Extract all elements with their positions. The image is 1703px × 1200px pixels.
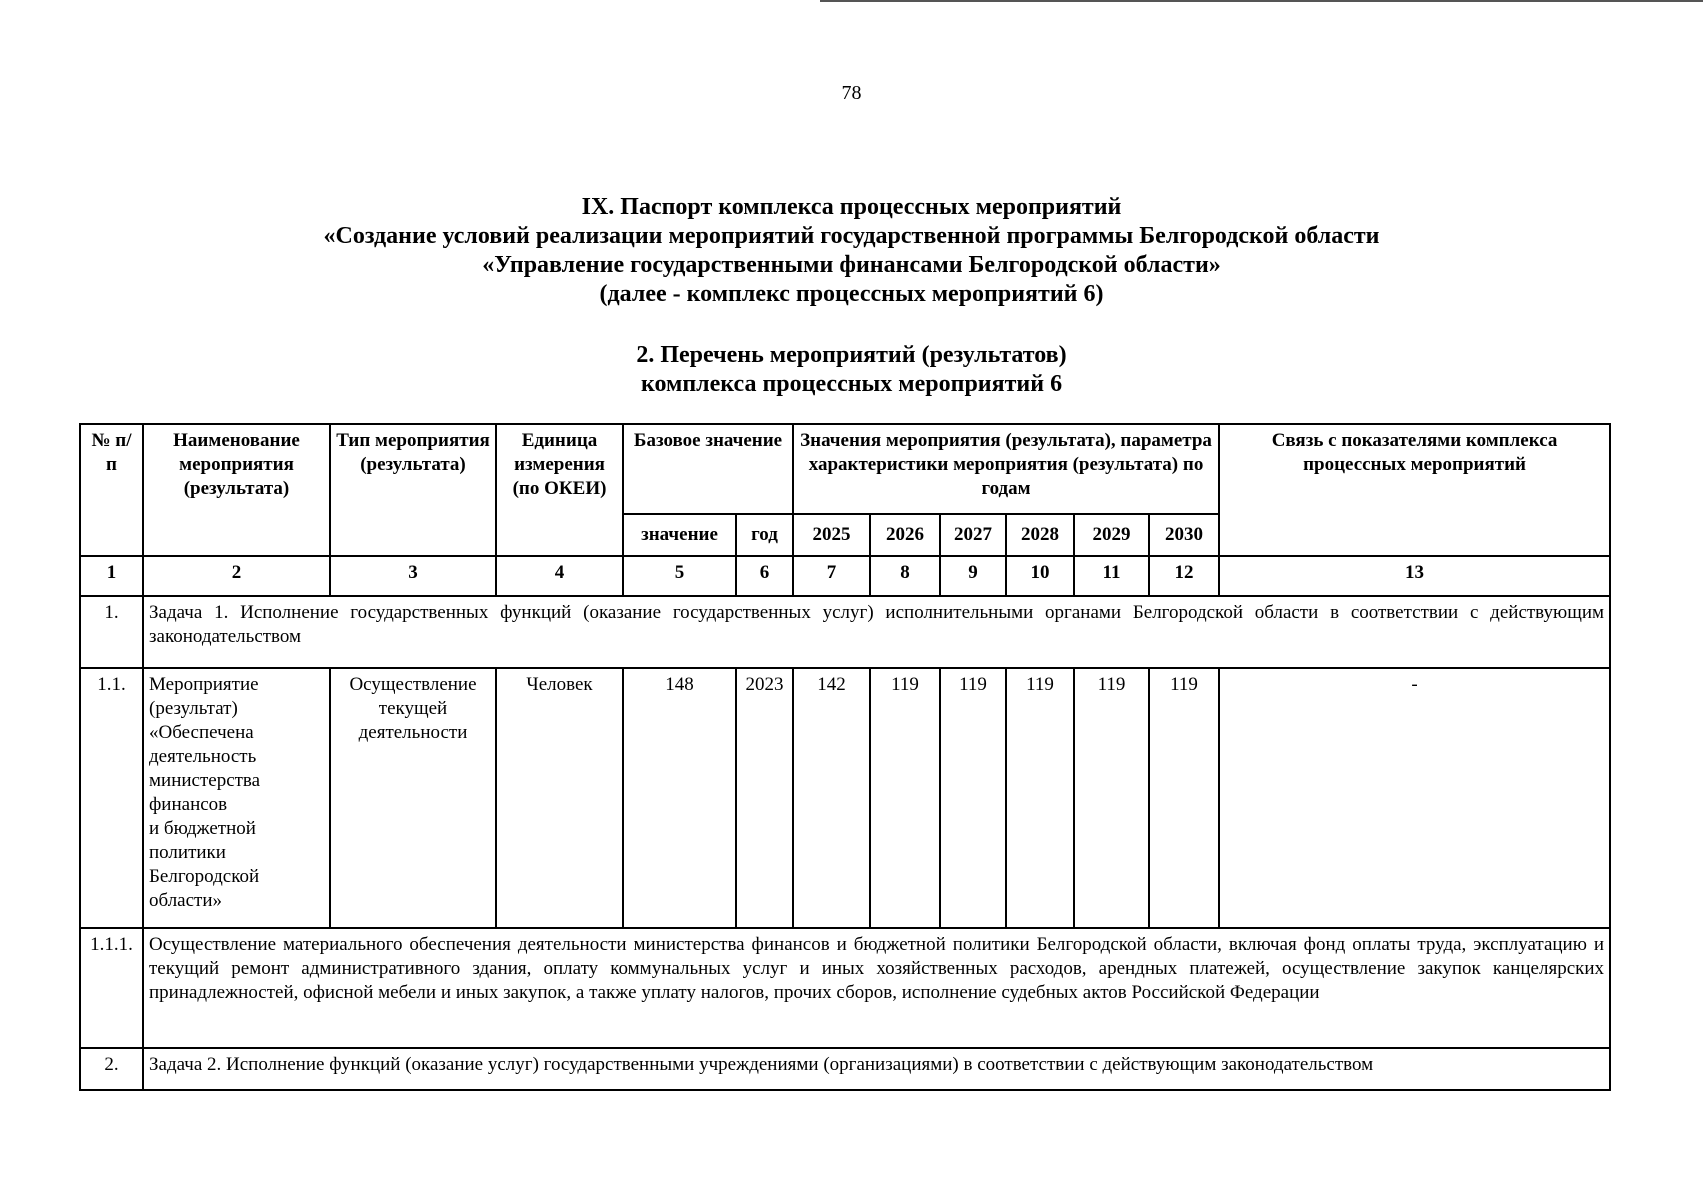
activity-name-line: области»: [149, 890, 223, 911]
year-value: 119: [1006, 668, 1074, 928]
year-value: 119: [1074, 668, 1149, 928]
year-value: 119: [870, 668, 940, 928]
header-year: 2030: [1149, 514, 1219, 556]
activity-name-line: финансов: [149, 794, 228, 815]
header-year: 2028: [1006, 514, 1074, 556]
activity-unit: Человек: [496, 668, 623, 928]
column-number: 13: [1219, 556, 1610, 596]
row-num: 1.: [80, 596, 143, 668]
column-number-row: [80, 556, 1610, 596]
title-line: IX. Паспорт комплекса процессных мероприятий: [581, 194, 1122, 220]
column-number: 12: [1149, 556, 1219, 596]
header-link: Связь с показателями комплекса процессных мероприятий: [1219, 424, 1610, 556]
year-value: 142: [793, 668, 870, 928]
task-text: Задача 1. Исполнение государственных функций (оказание государственных услуг) исполнительными органами Белгородской области в соответствии с действующим законодательством: [143, 596, 1610, 668]
column-number: 2: [143, 556, 330, 596]
header-values-by-year: Значения мероприятия (результата), параметра характеристики мероприятия (результата) по годам: [793, 424, 1219, 514]
row-num: 1.1.1.: [80, 928, 143, 1048]
subactivity-text: Осуществление материального обеспечения деятельности министерства финансов и бюджетной политики Белгородской области, включая фонд оплаты труда, эксплуатацию и текущий ремонт административного здания, оплату коммунальных услуг и иных хозяйственных расходов, арендных платежей, осуществление закупок канцелярских принадлежностей, офисной мебели и иных закупок, а также уплату налогов, прочих сборов, исполнение судебных актов Российской Федерации: [143, 928, 1610, 1048]
section-title: [0, 341, 1703, 399]
table-row: [80, 668, 1610, 928]
top-edge-rule: [820, 0, 1703, 2]
activity-name-line: министерства: [149, 770, 261, 791]
activity-name-line: и бюджетной: [149, 818, 256, 839]
column-number: 8: [870, 556, 940, 596]
header-year: 2026: [870, 514, 940, 556]
column-number: 9: [940, 556, 1006, 596]
column-number: 5: [623, 556, 736, 596]
task-row: [80, 596, 1610, 668]
link-value: -: [1219, 668, 1610, 928]
column-number: 11: [1074, 556, 1149, 596]
activity-type: Осуществление текущей деятельности: [330, 668, 496, 928]
task-row: [80, 1048, 1610, 1090]
header-year: 2027: [940, 514, 1006, 556]
column-number: 7: [793, 556, 870, 596]
activities-table: [79, 423, 1611, 1091]
header-base: Базовое значение: [623, 424, 793, 514]
column-number: 3: [330, 556, 496, 596]
header-type: Тип мероприятия (результата): [330, 424, 496, 556]
title-line: (далее - комплекс процессных мероприятий 6): [599, 281, 1104, 307]
activity-name-line: Мероприятие: [149, 674, 259, 695]
column-number: 10: [1006, 556, 1074, 596]
section-title-line: 2. Перечень мероприятий (результатов): [636, 342, 1067, 368]
activity-name-line: политики: [149, 842, 226, 863]
activity-name-line: Белгородской: [149, 866, 260, 887]
base-year: 2023: [736, 668, 793, 928]
header-name: Наименование мероприятия (результата): [143, 424, 330, 556]
header-year: 2025: [793, 514, 870, 556]
header-unit: Единица измерения (по ОКЕИ): [496, 424, 623, 556]
column-number: 4: [496, 556, 623, 596]
header-base-value: значение: [623, 514, 736, 556]
base-value: 148: [623, 668, 736, 928]
activity-name-line: «Обеспечена: [149, 722, 254, 743]
header-year: 2029: [1074, 514, 1149, 556]
page-number: 78: [841, 82, 862, 104]
column-number: 1: [80, 556, 143, 596]
header-row: [80, 424, 1610, 514]
row-num: 2.: [80, 1048, 143, 1090]
task-text: Задача 2. Исполнение функций (оказание услуг) государственными учреждениями (организациями) в соответствии с действующим законодательством: [143, 1048, 1610, 1090]
activity-name: [143, 668, 330, 928]
title-line: «Создание условий реализации мероприятий государственной программы Белгородской области: [323, 223, 1380, 249]
document-title: [0, 193, 1703, 309]
activity-name-line: (результат): [149, 698, 238, 719]
row-num: 1.1.: [80, 668, 143, 928]
header-base-year: год: [736, 514, 793, 556]
title-line: «Управление государственными финансами Белгородской области»: [482, 252, 1221, 278]
year-value: 119: [940, 668, 1006, 928]
section-title-line: комплекса процессных мероприятий 6: [640, 371, 1063, 397]
activity-name-line: деятельность: [149, 746, 257, 767]
subactivity-row: [80, 928, 1610, 1048]
column-number: 6: [736, 556, 793, 596]
year-value: 119: [1149, 668, 1219, 928]
header-num: № п/п: [80, 424, 143, 556]
